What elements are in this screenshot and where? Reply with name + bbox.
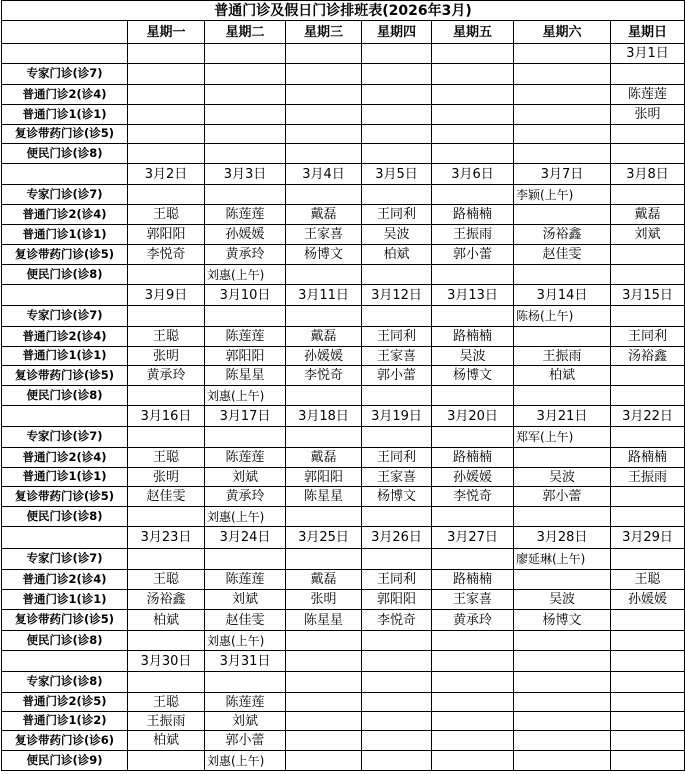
doctor-cell [128, 751, 205, 771]
doctor-cell [286, 427, 362, 448]
doctor-cell [205, 144, 286, 164]
doctor-cell [128, 672, 205, 693]
doctor-cell: 路楠楠 [611, 448, 685, 468]
date-cell: 3月28日 [514, 527, 611, 549]
doctor-cell [611, 631, 685, 651]
doctor-cell [362, 693, 432, 712]
doctor-cell: 郭阳阳 [205, 347, 286, 366]
doctor-cell: 陈星星 [205, 366, 286, 386]
date-cell [514, 44, 611, 64]
doctor-cell: 王振雨 [432, 225, 514, 245]
doctor-cell [432, 631, 514, 651]
clinic-label: 便民门诊(诊8) [1, 144, 128, 164]
date-cell: 3月8日 [611, 164, 685, 185]
date-cell: 3月6日 [432, 164, 514, 185]
clinic-label: 专家门诊(诊7) [1, 64, 128, 85]
doctor-cell [128, 85, 205, 105]
date-cell [432, 44, 514, 64]
doctor-cell [611, 712, 685, 731]
doctor-cell [362, 85, 432, 105]
doctor-cell: 杨博文 [514, 610, 611, 631]
date-cell: 3月26日 [362, 527, 432, 549]
doctor-cell: 陈莲莲 [205, 693, 286, 712]
doctor-cell [514, 85, 611, 105]
doctor-cell [514, 693, 611, 712]
doctor-cell [205, 672, 286, 693]
day-header-3: 星期三 [286, 21, 362, 44]
doctor-cell: 孙媛媛 [611, 590, 685, 610]
doctor-cell [432, 386, 514, 406]
doctor-cell [611, 693, 685, 712]
doctor-cell: 郭小蕾 [514, 487, 611, 507]
doctor-cell [611, 610, 685, 631]
doctor-cell [362, 712, 432, 731]
doctor-cell: 柏斌 [362, 245, 432, 265]
doctor-cell [286, 731, 362, 751]
doctor-cell [514, 507, 611, 527]
doctor-cell: 吴波 [362, 225, 432, 245]
doctor-cell [286, 672, 362, 693]
doctor-cell [514, 448, 611, 468]
date-cell: 3月13日 [432, 285, 514, 306]
clinic-label: 普通门诊1(诊2) [1, 712, 128, 731]
clinic-label: 专家门诊(诊7) [1, 549, 128, 570]
doctor-cell [514, 144, 611, 164]
doctor-cell: 李悦奇 [128, 245, 205, 265]
doctor-cell: 黄承玲 [432, 610, 514, 631]
doctor-cell: 吴波 [514, 468, 611, 487]
date-cell [286, 651, 362, 672]
doctor-cell: 黄承玲 [205, 487, 286, 507]
doctor-cell: 路楠楠 [432, 205, 514, 225]
doctor-cell [286, 144, 362, 164]
doctor-cell [514, 386, 611, 406]
date-cell: 3月1日 [611, 44, 685, 64]
doctor-cell [205, 549, 286, 570]
clinic-label: 复诊带药门诊(诊5) [1, 610, 128, 631]
doctor-cell: 刘斌 [205, 712, 286, 731]
doctor-cell [611, 366, 685, 386]
doctor-cell [611, 265, 685, 285]
doctor-cell: 郑军(上午) [514, 427, 611, 448]
doctor-cell [286, 386, 362, 406]
clinic-label: 便民门诊(诊8) [1, 507, 128, 527]
date-cell: 3月31日 [205, 651, 286, 672]
doctor-cell [432, 185, 514, 205]
doctor-cell: 王聪 [128, 693, 205, 712]
clinic-label: 普通门诊2(诊4) [1, 570, 128, 590]
doctor-cell [128, 306, 205, 327]
doctor-cell: 戴磊 [611, 205, 685, 225]
clinic-label: 普通门诊2(诊4) [1, 448, 128, 468]
clinic-label: 普通门诊1(诊1) [1, 468, 128, 487]
doctor-cell [128, 386, 205, 406]
clinic-label: 便民门诊(诊8) [1, 631, 128, 651]
doctor-cell [514, 751, 611, 771]
doctor-cell: 王同利 [362, 205, 432, 225]
doctor-cell: 汤裕鑫 [514, 225, 611, 245]
doctor-cell: 孙媛媛 [286, 347, 362, 366]
clinic-label: 复诊带药门诊(诊5) [1, 487, 128, 507]
doctor-cell: 戴磊 [286, 448, 362, 468]
date-cell: 3月21日 [514, 406, 611, 427]
doctor-cell [611, 125, 685, 144]
date-row-label [1, 164, 128, 185]
doctor-cell [514, 672, 611, 693]
doctor-cell: 陈莲莲 [205, 205, 286, 225]
doctor-cell [432, 751, 514, 771]
doctor-cell [362, 105, 432, 125]
clinic-label: 复诊带药门诊(诊5) [1, 125, 128, 144]
doctor-cell [362, 265, 432, 285]
doctor-cell [611, 487, 685, 507]
date-cell: 3月22日 [611, 406, 685, 427]
doctor-cell: 刘斌 [611, 225, 685, 245]
doctor-cell [286, 265, 362, 285]
doctor-cell [286, 507, 362, 527]
clinic-label: 复诊带药门诊(诊5) [1, 366, 128, 386]
doctor-cell [205, 185, 286, 205]
clinic-label: 专家门诊(诊8) [1, 672, 128, 693]
date-row-label [1, 44, 128, 64]
doctor-cell [362, 549, 432, 570]
date-cell: 3月11日 [286, 285, 362, 306]
doctor-cell: 吴波 [514, 590, 611, 610]
doctor-cell [362, 507, 432, 527]
schedule-title: 普通门诊及假日门诊排班表(2026年3月) [1, 0, 685, 21]
doctor-cell [286, 64, 362, 85]
doctor-cell [128, 105, 205, 125]
date-cell: 3月4日 [286, 164, 362, 185]
clinic-label: 普通门诊1(诊1) [1, 105, 128, 125]
doctor-cell: 陈星星 [286, 487, 362, 507]
doctor-cell: 李悦奇 [286, 366, 362, 386]
doctor-cell: 吴波 [432, 347, 514, 366]
date-cell: 3月16日 [128, 406, 205, 427]
doctor-cell [362, 185, 432, 205]
doctor-cell: 路楠楠 [432, 448, 514, 468]
date-cell [286, 44, 362, 64]
doctor-cell: 陈杨(上午) [514, 306, 611, 327]
day-header-7: 星期日 [611, 21, 685, 44]
doctor-cell: 王同利 [362, 327, 432, 347]
doctor-cell [128, 185, 205, 205]
clinic-label: 普通门诊1(诊1) [1, 590, 128, 610]
doctor-cell [432, 85, 514, 105]
doctor-cell: 郭小蕾 [432, 245, 514, 265]
doctor-cell [611, 185, 685, 205]
date-cell: 3月30日 [128, 651, 205, 672]
doctor-cell [128, 64, 205, 85]
day-header-4: 星期四 [362, 21, 432, 44]
doctor-cell: 李悦奇 [432, 487, 514, 507]
doctor-cell [286, 125, 362, 144]
doctor-cell [514, 327, 611, 347]
doctor-cell [286, 631, 362, 651]
date-row-label [1, 527, 128, 549]
doctor-cell [432, 427, 514, 448]
doctor-cell: 王同利 [362, 448, 432, 468]
clinic-label: 复诊带药门诊(诊6) [1, 731, 128, 751]
doctor-cell [205, 125, 286, 144]
date-cell: 3月15日 [611, 285, 685, 306]
doctor-cell: 王家喜 [362, 347, 432, 366]
doctor-cell [362, 64, 432, 85]
doctor-cell [432, 549, 514, 570]
doctor-cell: 路楠楠 [432, 327, 514, 347]
date-row-label [1, 406, 128, 427]
doctor-cell [362, 144, 432, 164]
doctor-cell [611, 427, 685, 448]
date-cell [205, 44, 286, 64]
doctor-cell [514, 712, 611, 731]
doctor-cell: 张明 [128, 347, 205, 366]
day-header-6: 星期六 [514, 21, 611, 44]
doctor-cell: 赵佳雯 [205, 610, 286, 631]
doctor-cell [514, 125, 611, 144]
doctor-cell [362, 731, 432, 751]
doctor-cell [611, 144, 685, 164]
doctor-cell [432, 64, 514, 85]
doctor-cell: 柏斌 [514, 366, 611, 386]
doctor-cell: 戴磊 [286, 205, 362, 225]
doctor-cell: 刘惠(上午) [205, 631, 286, 651]
doctor-cell: 李颖(上午) [514, 185, 611, 205]
doctor-cell [611, 245, 685, 265]
clinic-label: 复诊带药门诊(诊5) [1, 245, 128, 265]
date-cell: 3月25日 [286, 527, 362, 549]
date-cell: 3月27日 [432, 527, 514, 549]
doctor-cell [514, 570, 611, 590]
doctor-cell [128, 549, 205, 570]
doctor-cell [205, 105, 286, 125]
doctor-cell [611, 751, 685, 771]
doctor-cell [286, 185, 362, 205]
doctor-cell: 孙媛媛 [205, 225, 286, 245]
doctor-cell: 王聪 [128, 570, 205, 590]
doctor-cell [128, 631, 205, 651]
doctor-cell [128, 144, 205, 164]
doctor-cell [128, 427, 205, 448]
doctor-cell: 杨博文 [362, 487, 432, 507]
doctor-cell [611, 64, 685, 85]
doctor-cell: 戴磊 [286, 327, 362, 347]
date-cell: 3月2日 [128, 164, 205, 185]
doctor-cell [611, 507, 685, 527]
doctor-cell [128, 125, 205, 144]
doctor-cell: 赵佳雯 [514, 245, 611, 265]
doctor-cell: 汤裕鑫 [611, 347, 685, 366]
clinic-label: 便民门诊(诊8) [1, 265, 128, 285]
doctor-cell: 王家喜 [432, 590, 514, 610]
clinic-label: 专家门诊(诊7) [1, 306, 128, 327]
date-cell [128, 44, 205, 64]
clinic-label: 普通门诊2(诊4) [1, 85, 128, 105]
doctor-cell [128, 507, 205, 527]
doctor-cell: 杨博文 [432, 366, 514, 386]
doctor-cell: 刘斌 [205, 468, 286, 487]
doctor-cell [362, 386, 432, 406]
clinic-label: 普通门诊2(诊4) [1, 205, 128, 225]
doctor-cell: 赵佳雯 [128, 487, 205, 507]
date-cell: 3月10日 [205, 285, 286, 306]
day-header-5: 星期五 [432, 21, 514, 44]
doctor-cell [286, 693, 362, 712]
doctor-cell [611, 306, 685, 327]
doctor-cell [432, 265, 514, 285]
doctor-cell: 王聪 [128, 327, 205, 347]
doctor-cell: 王振雨 [514, 347, 611, 366]
doctor-cell: 郭小蕾 [362, 366, 432, 386]
doctor-cell: 郭阳阳 [286, 468, 362, 487]
doctor-cell [611, 672, 685, 693]
clinic-label: 普通门诊2(诊5) [1, 693, 128, 712]
date-cell: 3月18日 [286, 406, 362, 427]
doctor-cell [432, 693, 514, 712]
doctor-cell [286, 105, 362, 125]
date-cell: 3月5日 [362, 164, 432, 185]
doctor-cell [205, 427, 286, 448]
doctor-cell: 王同利 [362, 570, 432, 590]
doctor-cell: 王同利 [611, 327, 685, 347]
doctor-cell: 张明 [128, 468, 205, 487]
doctor-cell: 王家喜 [286, 225, 362, 245]
doctor-cell: 杨博文 [286, 245, 362, 265]
date-row-label [1, 651, 128, 672]
date-cell [362, 44, 432, 64]
date-cell: 3月14日 [514, 285, 611, 306]
doctor-cell [611, 731, 685, 751]
doctor-cell [514, 64, 611, 85]
doctor-cell [432, 144, 514, 164]
clinic-label: 普通门诊2(诊4) [1, 327, 128, 347]
doctor-cell: 路楠楠 [432, 570, 514, 590]
doctor-cell [514, 265, 611, 285]
doctor-cell: 戴磊 [286, 570, 362, 590]
doctor-cell: 黄承玲 [205, 245, 286, 265]
clinic-label: 专家门诊(诊7) [1, 185, 128, 205]
doctor-cell: 李悦奇 [362, 610, 432, 631]
doctor-cell [205, 64, 286, 85]
doctor-cell [362, 751, 432, 771]
doctor-cell: 王聪 [611, 570, 685, 590]
doctor-cell [432, 731, 514, 751]
doctor-cell: 孙媛媛 [432, 468, 514, 487]
date-cell: 3月12日 [362, 285, 432, 306]
date-cell: 3月7日 [514, 164, 611, 185]
doctor-cell [432, 125, 514, 144]
doctor-cell [432, 672, 514, 693]
doctor-cell: 陈莲莲 [205, 570, 286, 590]
date-row-label [1, 285, 128, 306]
doctor-cell: 刘斌 [205, 590, 286, 610]
doctor-cell [514, 105, 611, 125]
doctor-cell: 刘惠(上午) [205, 386, 286, 406]
doctor-cell: 陈莲莲 [205, 448, 286, 468]
doctor-cell: 王家喜 [362, 468, 432, 487]
doctor-cell [362, 306, 432, 327]
date-cell: 3月29日 [611, 527, 685, 549]
date-cell [432, 651, 514, 672]
clinic-label: 便民门诊(诊8) [1, 386, 128, 406]
doctor-cell: 廖延琳(上午) [514, 549, 611, 570]
doctor-cell [362, 427, 432, 448]
doctor-cell: 刘惠(上午) [205, 265, 286, 285]
doctor-cell: 黄承玲 [128, 366, 205, 386]
clinic-label: 便民门诊(诊9) [1, 751, 128, 771]
date-cell: 3月9日 [128, 285, 205, 306]
doctor-cell: 刘惠(上午) [205, 751, 286, 771]
doctor-cell [514, 631, 611, 651]
date-cell: 3月23日 [128, 527, 205, 549]
doctor-cell [286, 85, 362, 105]
doctor-cell: 汤裕鑫 [128, 590, 205, 610]
doctor-cell: 张明 [286, 590, 362, 610]
doctor-cell [205, 85, 286, 105]
doctor-cell [611, 386, 685, 406]
doctor-cell: 郭阳阳 [362, 590, 432, 610]
doctor-cell [514, 205, 611, 225]
doctor-cell [362, 631, 432, 651]
date-cell: 3月20日 [432, 406, 514, 427]
doctor-cell [432, 306, 514, 327]
doctor-cell: 柏斌 [128, 731, 205, 751]
doctor-cell [205, 306, 286, 327]
date-cell: 3月3日 [205, 164, 286, 185]
doctor-cell [611, 549, 685, 570]
doctor-cell [432, 712, 514, 731]
day-header-1: 星期一 [128, 21, 205, 44]
doctor-cell [362, 125, 432, 144]
doctor-cell [286, 712, 362, 731]
header-corner [1, 21, 128, 44]
doctor-cell: 王振雨 [611, 468, 685, 487]
doctor-cell: 张明 [611, 105, 685, 125]
doctor-cell: 王振雨 [128, 712, 205, 731]
date-cell: 3月17日 [205, 406, 286, 427]
day-header-2: 星期二 [205, 21, 286, 44]
doctor-cell [286, 306, 362, 327]
doctor-cell: 柏斌 [128, 610, 205, 631]
doctor-cell [128, 265, 205, 285]
date-cell: 3月19日 [362, 406, 432, 427]
doctor-cell: 王聪 [128, 205, 205, 225]
doctor-cell: 刘惠(上午) [205, 507, 286, 527]
doctor-cell: 郭小蕾 [205, 731, 286, 751]
doctor-cell: 郭阳阳 [128, 225, 205, 245]
clinic-label: 普通门诊1(诊1) [1, 225, 128, 245]
date-cell [611, 651, 685, 672]
doctor-cell: 王聪 [128, 448, 205, 468]
doctor-cell [432, 105, 514, 125]
doctor-cell [432, 507, 514, 527]
doctor-cell: 陈莲莲 [611, 85, 685, 105]
doctor-cell [362, 672, 432, 693]
clinic-label: 专家门诊(诊7) [1, 427, 128, 448]
doctor-cell [286, 549, 362, 570]
clinic-label: 普通门诊1(诊1) [1, 347, 128, 366]
doctor-cell [514, 731, 611, 751]
doctor-cell: 陈星星 [286, 610, 362, 631]
date-cell: 3月24日 [205, 527, 286, 549]
doctor-cell: 陈莲莲 [205, 327, 286, 347]
date-cell [362, 651, 432, 672]
doctor-cell [286, 751, 362, 771]
date-cell [514, 651, 611, 672]
